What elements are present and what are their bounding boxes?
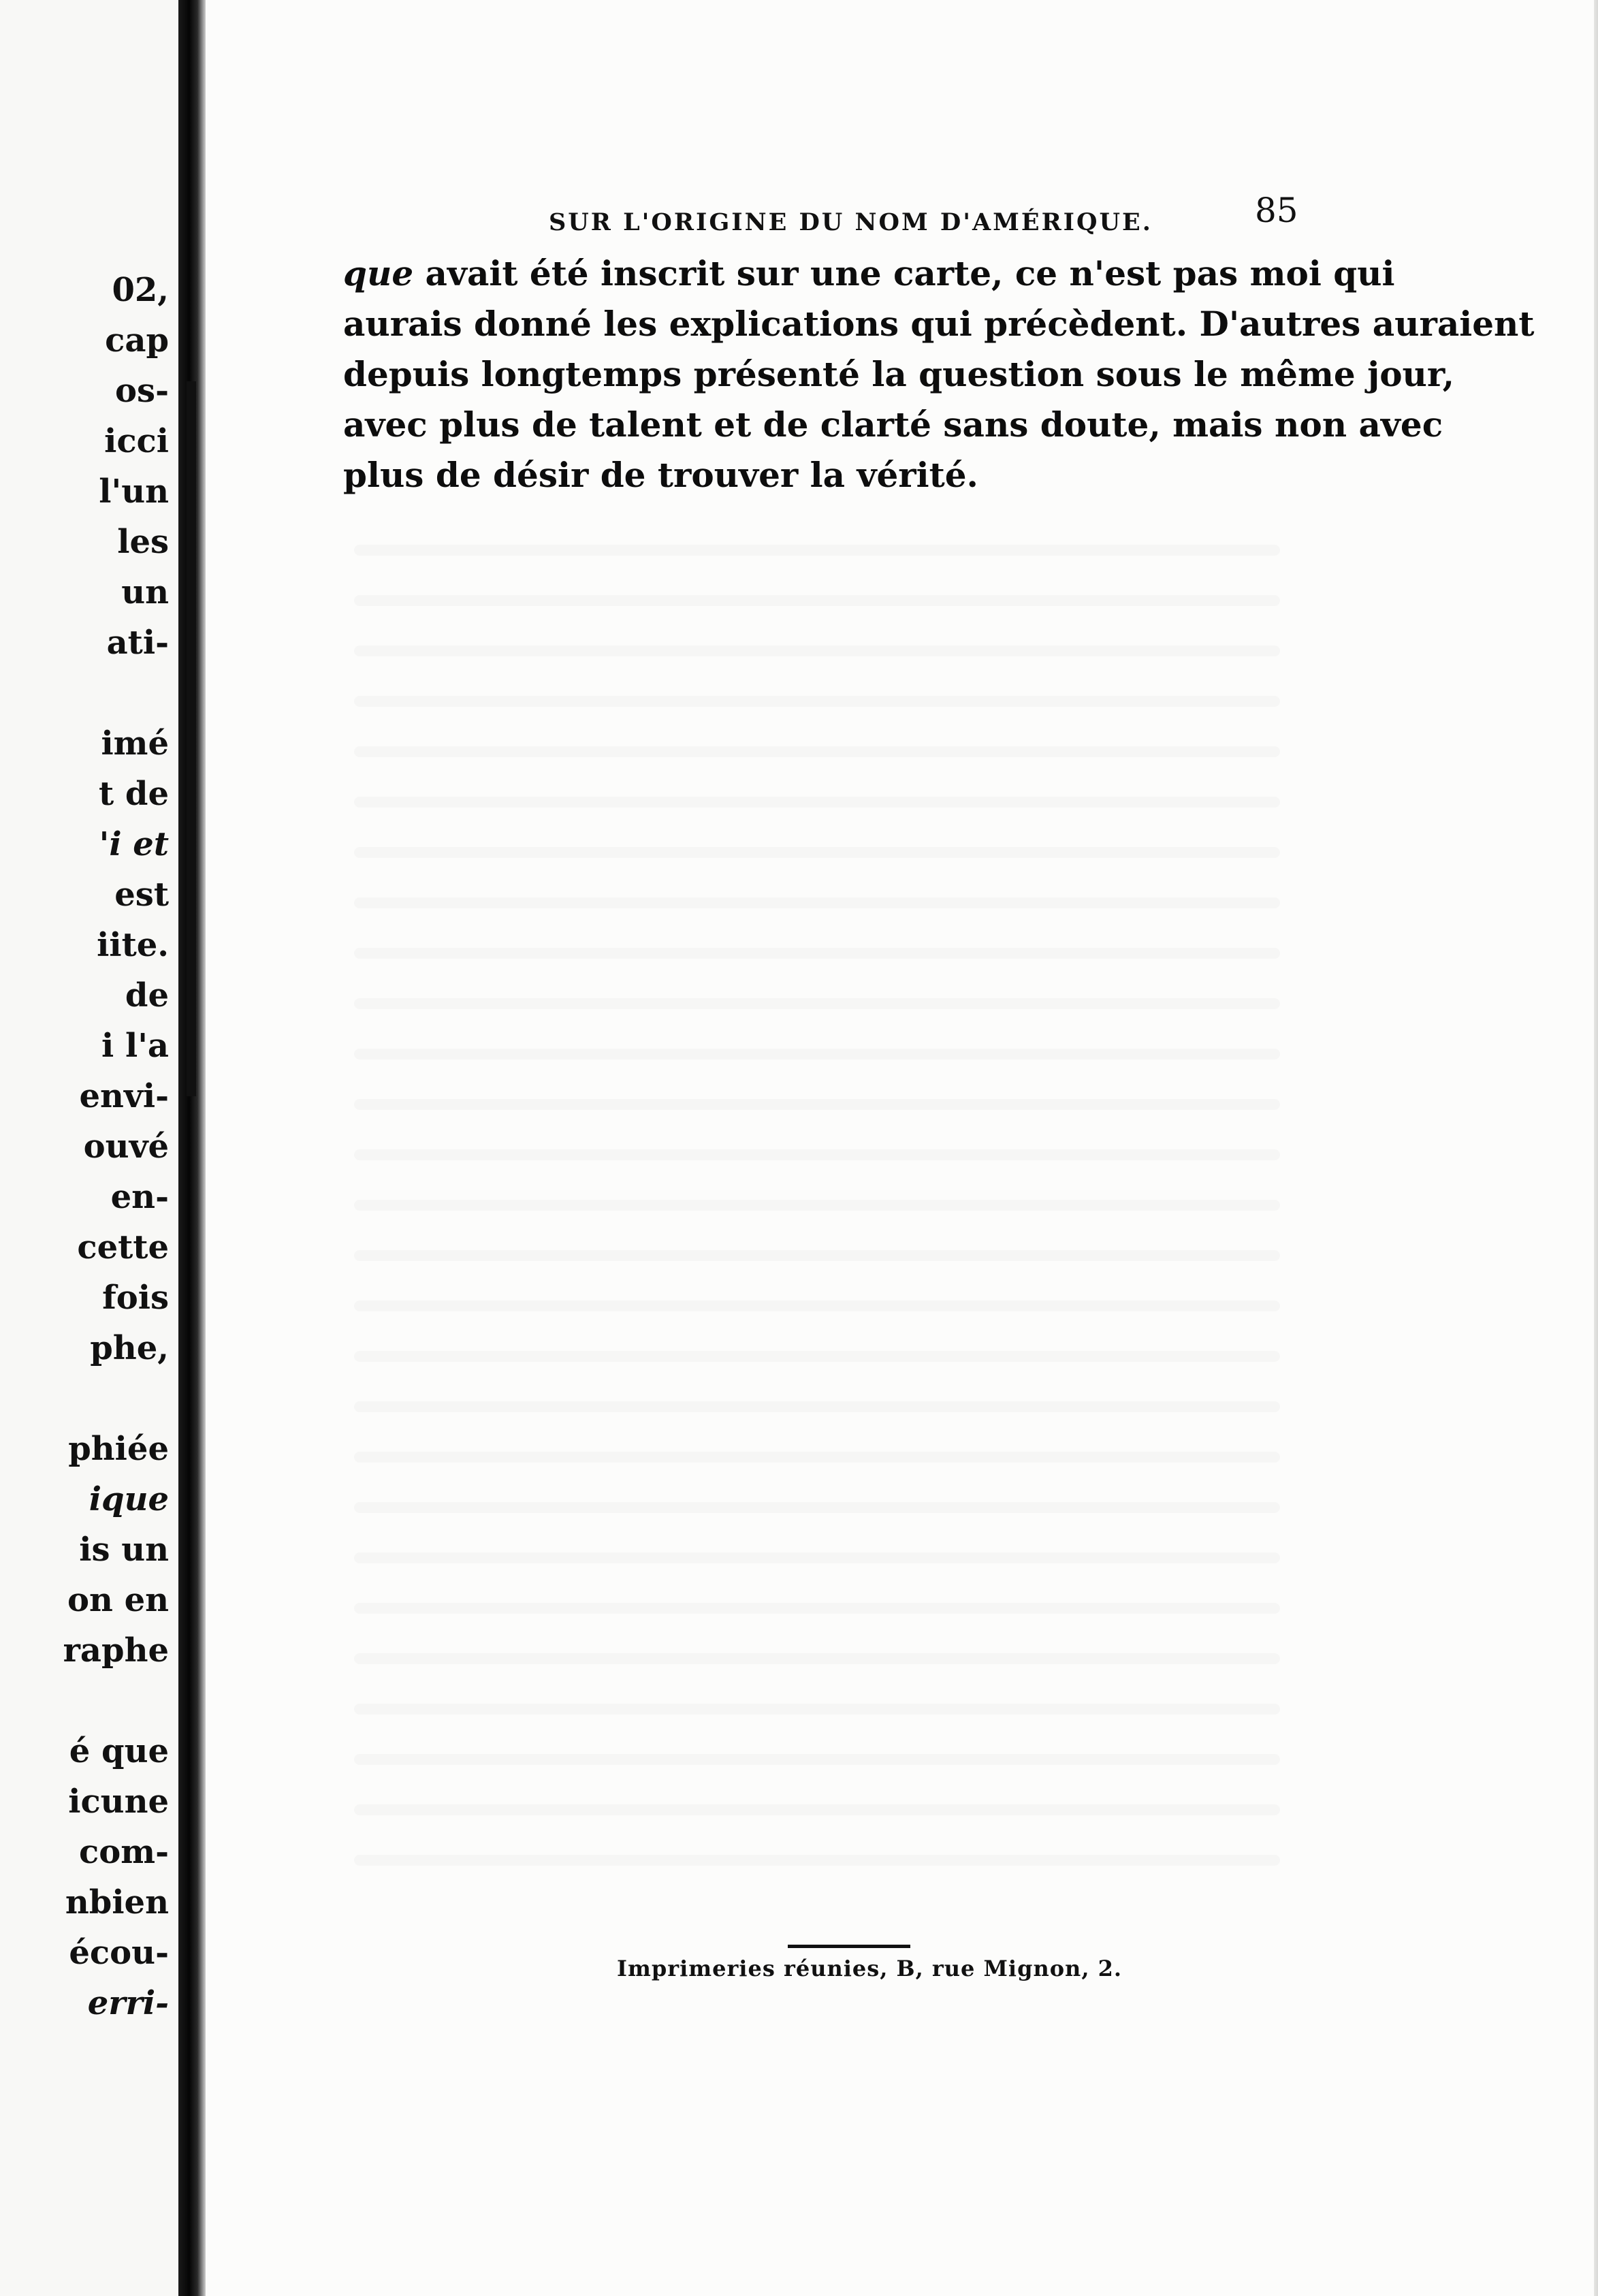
show-through-line (354, 545, 1280, 556)
left-page-line-fragment: 02, (112, 271, 169, 309)
left-page-line-fragment: ique (89, 1480, 169, 1518)
left-page-line-fragment: nbien (65, 1883, 169, 1922)
left-page-line-fragment: com- (79, 1833, 169, 1871)
body-line-1-italic: que (343, 253, 414, 293)
left-page-line-fragment: é que (69, 1732, 169, 1770)
left-page-line-fragment: l'un (99, 473, 169, 511)
show-through-line (354, 696, 1280, 707)
left-page-line-fragment: en- (110, 1178, 169, 1216)
left-page-line-fragment: os- (115, 372, 169, 410)
left-page-line-fragment: on en (67, 1581, 169, 1619)
body-line-2: aurais donné les explications qui précèdent. D'autres auraient (343, 304, 1535, 344)
show-through-line (354, 1149, 1280, 1160)
show-through-line (354, 998, 1280, 1009)
left-page-line-fragment: icune (68, 1783, 169, 1821)
left-page-line-fragment: ouvé (83, 1128, 169, 1166)
running-title: SUR L'ORIGINE DU NOM D'AMÉRIQUE. (549, 208, 1153, 236)
left-facing-page (0, 0, 178, 2296)
show-through-line (354, 1704, 1280, 1715)
show-through-line (354, 1855, 1280, 1866)
left-page-line-fragment: 'i et (99, 825, 169, 863)
left-page-line-fragment: is un (79, 1531, 169, 1569)
show-through-line (354, 746, 1280, 757)
show-through-line (354, 847, 1280, 858)
left-page-line-fragment: écou- (69, 1934, 169, 1972)
show-through-line (354, 948, 1280, 959)
page-edge (1594, 0, 1598, 2296)
show-through-line (354, 645, 1280, 656)
show-through-line (354, 1804, 1280, 1815)
left-page-line-fragment: cette (77, 1228, 169, 1266)
printer-imprint: Imprimeries réunies, B, rue Mignon, 2. (617, 1956, 1122, 1981)
show-through-line (354, 797, 1280, 808)
left-page-line-fragment: ati- (106, 624, 169, 662)
show-through-line (354, 1099, 1280, 1110)
show-through-line (354, 897, 1280, 908)
show-through-line (354, 1502, 1280, 1513)
left-page-line-fragment: phiée (68, 1430, 169, 1468)
left-page-line-fragment: iite. (97, 926, 169, 964)
body-line-4: avec plus de talent et de clarté sans doute, mais non avec (343, 404, 1443, 445)
body-line-1-text: avait été inscrit sur une carte, ce n'est pas moi qui (413, 253, 1395, 293)
left-page-line-fragment: erri- (87, 1984, 169, 2022)
show-through-line (354, 1754, 1280, 1765)
show-through-line (354, 1351, 1280, 1362)
show-through-line (354, 1603, 1280, 1614)
left-page-line-fragment: un (121, 573, 169, 611)
body-line-1 (343, 253, 1395, 293)
show-through-line (354, 595, 1280, 606)
left-page-line-fragment: les (117, 523, 169, 561)
left-page-line-fragment: envi- (79, 1077, 169, 1115)
show-through-line (354, 1552, 1280, 1563)
left-page-line-fragment: cap (105, 321, 169, 360)
binding-gutter (178, 0, 206, 2296)
main-page (206, 0, 1598, 2296)
show-through-line (354, 1653, 1280, 1664)
show-through-line (354, 1301, 1280, 1311)
page-number: 85 (1255, 191, 1298, 230)
left-page-line-fragment: est (114, 876, 169, 914)
binding-shadow (187, 381, 196, 1096)
left-page-line-fragment: icci (104, 422, 169, 460)
left-page-line-fragment: t de (99, 775, 169, 813)
body-line-5: plus de désir de trouver la vérité. (343, 455, 978, 495)
footer-rule (788, 1945, 910, 1948)
body-line-3: depuis longtemps présenté la question sous le même jour, (343, 354, 1455, 394)
left-page-line-fragment: imé (101, 724, 169, 763)
show-through-line (354, 1452, 1280, 1463)
show-through-line (354, 1049, 1280, 1059)
left-page-line-fragment: raphe (63, 1631, 169, 1670)
left-page-line-fragment: de (125, 976, 169, 1015)
show-through-line (354, 1200, 1280, 1211)
left-page-line-fragment: fois (102, 1279, 169, 1317)
left-page-line-fragment: i l'a (101, 1027, 169, 1065)
left-page-line-fragment: phe, (90, 1329, 169, 1367)
show-through-line (354, 1250, 1280, 1261)
show-through-line (354, 1401, 1280, 1412)
